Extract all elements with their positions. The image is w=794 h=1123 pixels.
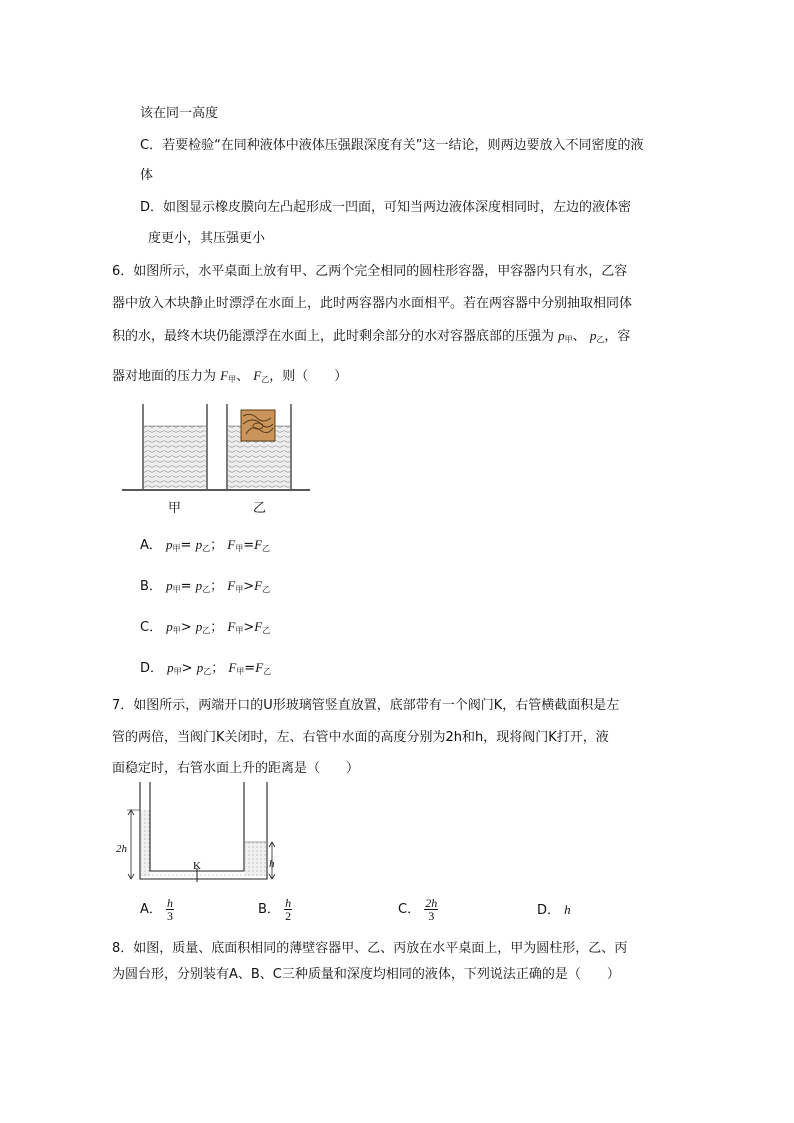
q7-option-d[interactable]: D． h [537,902,571,918]
q6-label-jia: 甲 [168,501,182,516]
right-tube-water [245,842,266,876]
q7-line1: 7．如图所示，两端开口的U形玻璃管竖直放置，底部带有一个阀门K，右管横截面积是左 [112,698,620,713]
q5-line0: 该在同一高度 [140,106,219,121]
q7-label-2h: 2h [116,840,127,858]
q7-line2: 管的两倍，当阀门K关闭时，左、右管中水面的高度分别为2h和h，现将阀门K打开，液 [112,730,609,745]
q5-option-c-line1: C．若要检验“在同种液体中液体压强跟深度有关”这一结论，则两边要放入不同密度的液 [140,138,644,153]
q5-option-c-line2: 体 [140,168,154,183]
q5-option-d-line2: 度更小，其压强更小 [148,231,266,246]
q7-label-k: K [193,860,201,872]
q7-label-h: h [269,858,275,870]
q7-option-a[interactable]: A． $\frac{h}{3}$ [140,896,174,923]
wood-block-icon [241,410,275,441]
q6-line3: 积的水，最终木块仍能漂浮在水面上，此时剩余部分的水对容器底部的压强为 $p_甲$、 $p_乙$，容 [112,328,631,344]
q5-option-d-line1: D．如图显示橡皮膜向左凸起形成一凹面，可知当两边液体深度相同时，左边的液体密 [140,200,632,215]
q6-line4: 器对地面的压力为 $F_甲$、 $F_乙$，则（ ） [112,368,348,384]
q8-line2: 为圆台形，分别装有A、B、C三种质量和深度均相同的液体，下列说法正确的是（ ） [112,967,620,982]
left-tube-water [141,810,150,876]
q6-option-d[interactable]: D． $p_甲> p_乙$； $F_甲=F_乙$ [140,660,272,676]
q6-label-yi: 乙 [253,501,267,516]
q6-line2: 器中放入木块静止时漂浮在水面上，此时两容器内水面相平。若在两容器中分别抽取相同体 [112,296,633,311]
q8-line1: 8．如图，质量、底面积相同的薄壁容器甲、乙、丙放在水平桌面上，甲为圆柱形，乙、丙 [112,941,628,956]
q6-option-a[interactable]: A． $p_甲= p_乙$； $F_甲=F_乙$ [140,537,271,553]
q7-option-b[interactable]: B． $\frac{h}{2}$ [258,896,292,923]
q7-option-c[interactable]: C． $\frac{2h}{3}$ [398,896,438,923]
q6-line1: 6．如图所示，水平桌面上放有甲、乙两个完全相同的圆柱形容器，甲容器内只有水，乙容 [112,264,628,279]
q6-option-b[interactable]: B． $p_甲= p_乙$； $F_甲>F_乙$ [140,578,271,594]
q6-containers-figure [122,404,312,524]
q6-option-c[interactable]: C． $p_甲> p_乙$； $F_甲>F_乙$ [140,619,271,635]
q7-line3: 面稳定时，右管水面上升的距离是（ ） [112,761,360,776]
